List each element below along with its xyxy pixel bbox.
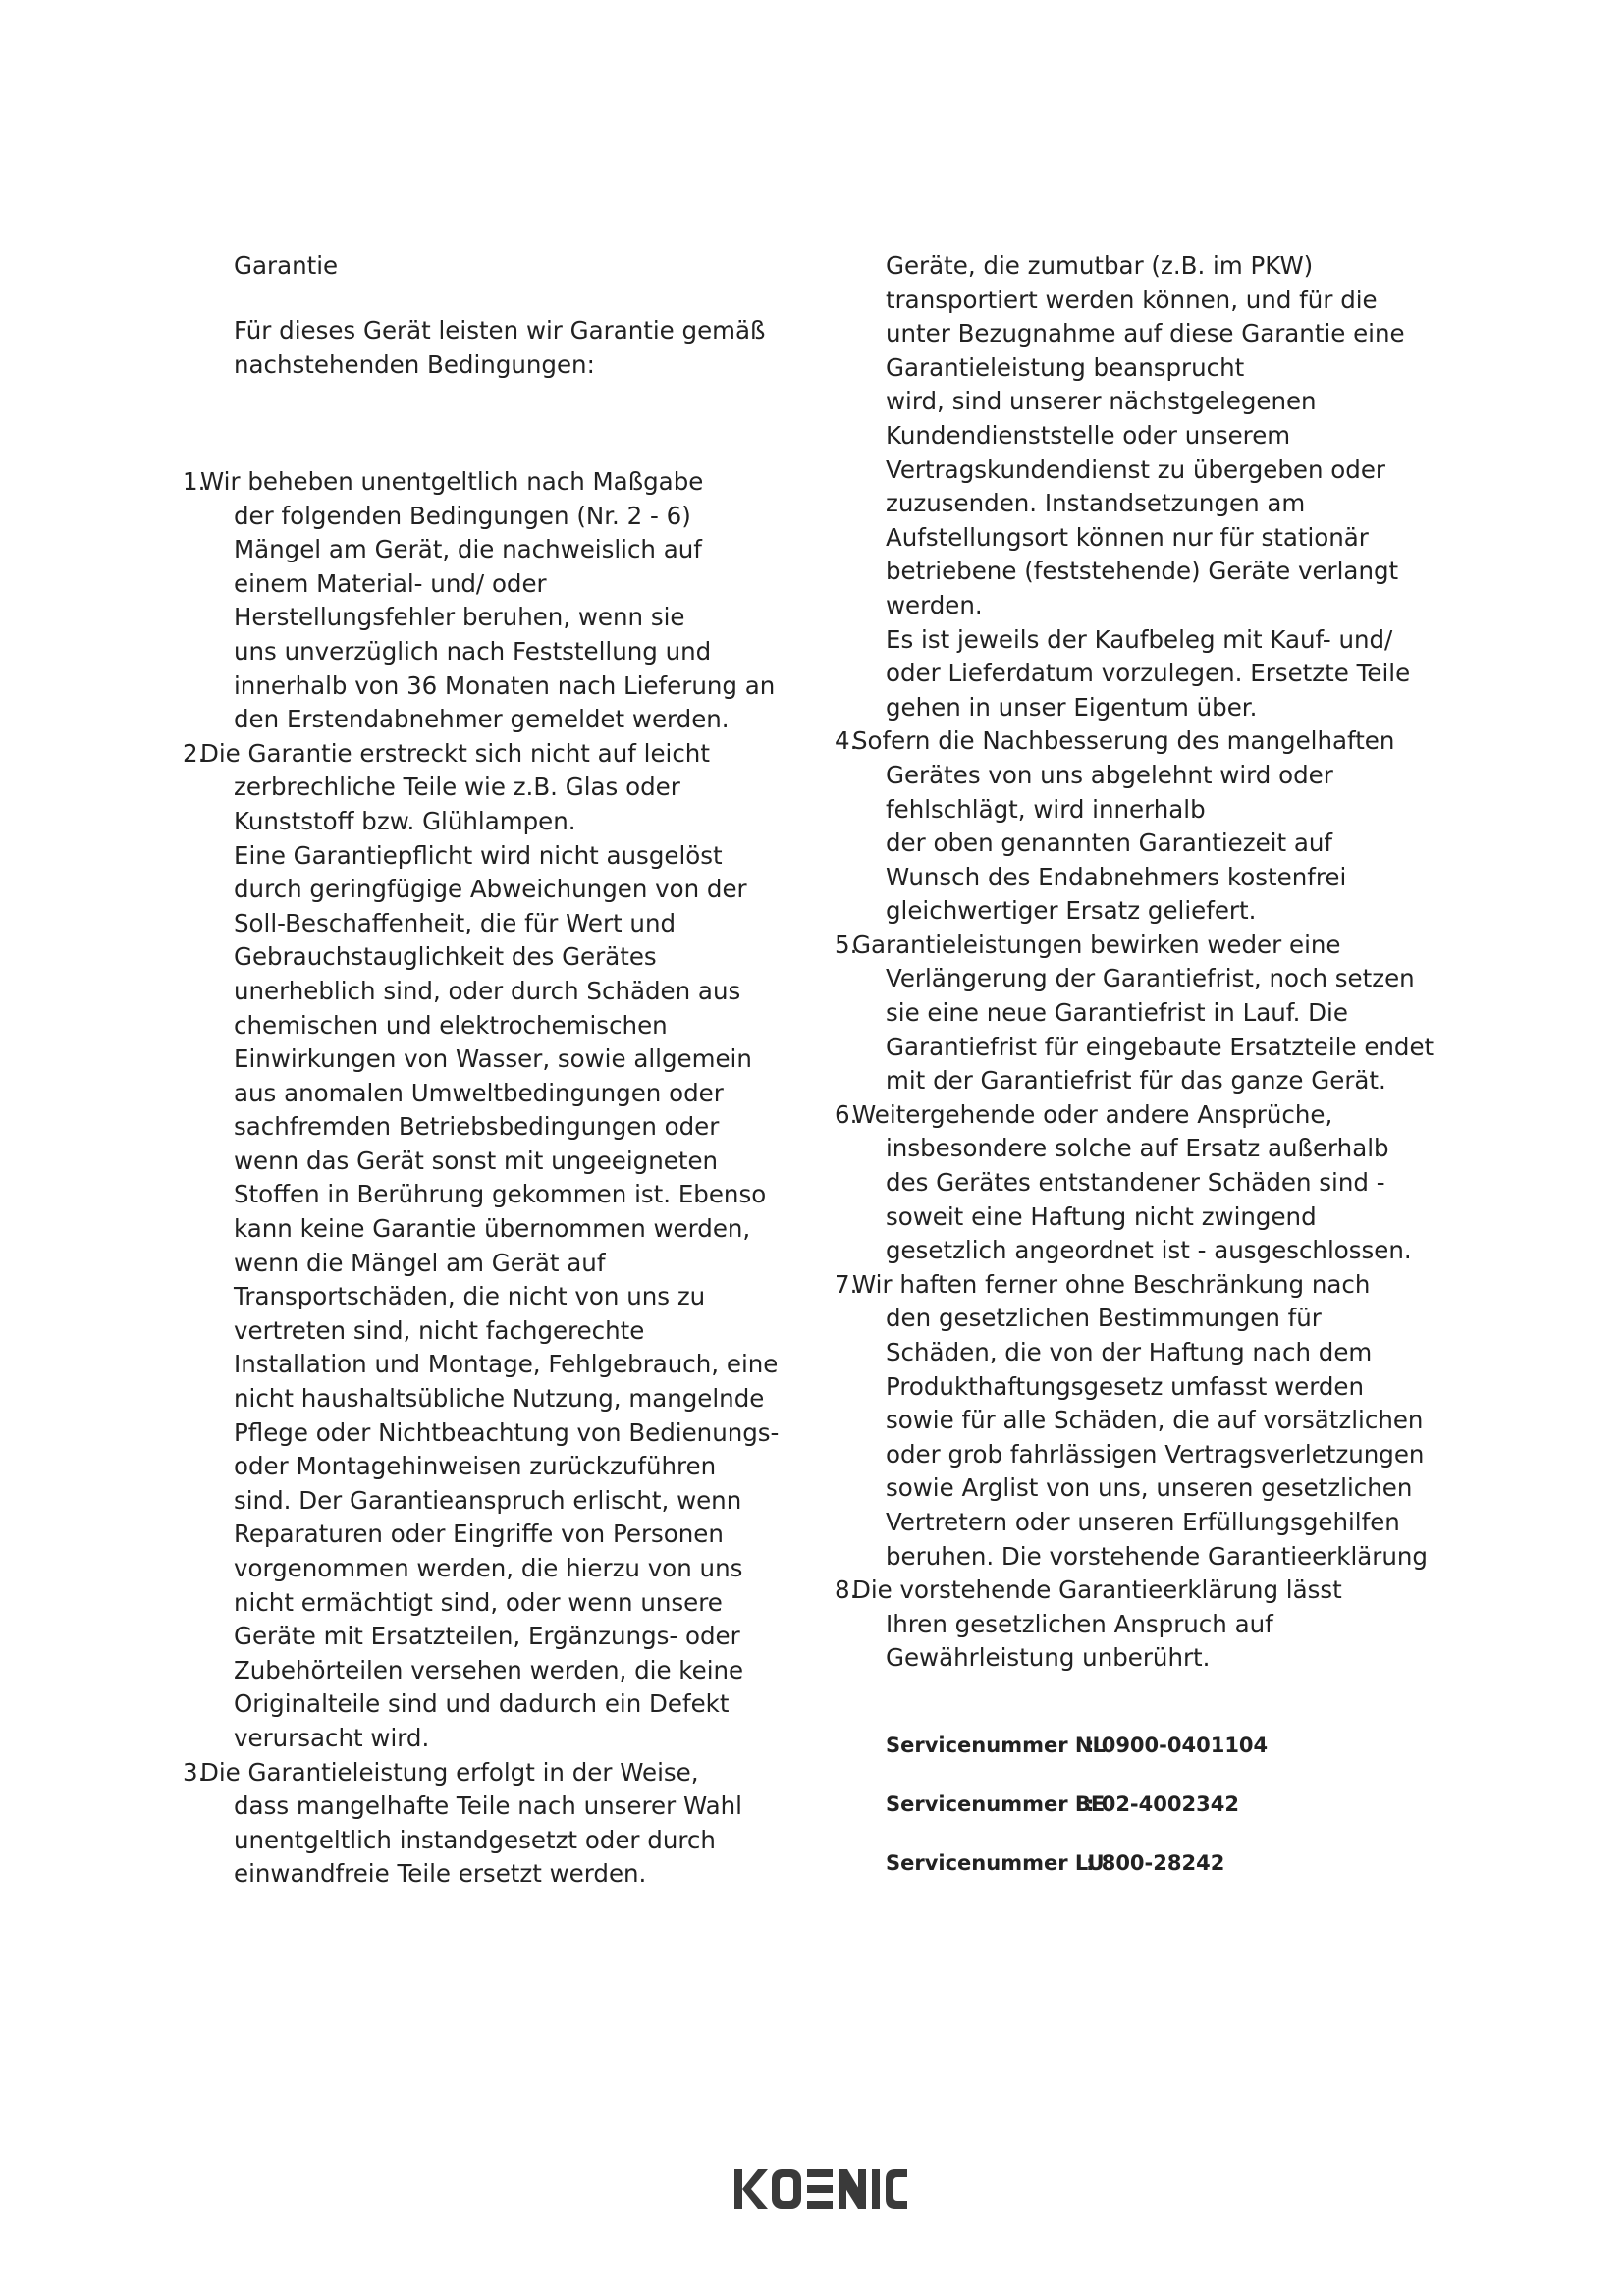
clause-item [835, 929, 1435, 1098]
clause-line: Eine Garantiepflicht wird nicht ausgelöst [234, 840, 723, 870]
clause-line: unentgeltlich instandgesetzt oder durch [234, 1825, 716, 1854]
clause-line: Verlängerung der Garantiefrist, noch setzen [886, 964, 1415, 993]
service-value: : 02-4002342 [1086, 1792, 1239, 1816]
left-clause-list [183, 465, 811, 1892]
clause-line: mit der Garantiefrist für das ganze Gerät. [886, 1066, 1386, 1095]
clause-line: Geräte mit Ersatzteilen, Ergänzungs- oder [234, 1622, 740, 1651]
clause-number: 8. [835, 1575, 858, 1605]
clause-line: wenn die Mängel am Gerät auf [234, 1248, 606, 1277]
intro-line: nachstehenden Bedingungen: [234, 349, 595, 379]
continuation-line: werden. [886, 590, 983, 619]
clause-line: zerbrechliche Teile wie z.B. Glas oder [234, 773, 680, 802]
clause-line: Kunststoff bzw. Glühlampen. [234, 806, 576, 835]
clause-line: gleichwertiger Ersatz geliefert. [886, 896, 1257, 926]
clause-line: Weitergehende oder andere Ansprüche, [852, 1099, 1333, 1129]
clause-line: Gerätes von uns abgelehnt wird oder [886, 760, 1333, 789]
clause-item [835, 1098, 1424, 1268]
clause-number: 1. [183, 467, 206, 496]
clause-line: Mängel am Gerät, die nachweislich auf [234, 535, 702, 564]
clause-line: verursacht wird. [234, 1723, 430, 1752]
clause-line: einem Material- und/ oder [234, 568, 547, 598]
clause-3-continuation [835, 249, 1424, 724]
clause-line: der folgenden Bedingungen (Nr. 2 - 6) [234, 501, 691, 530]
clause-line: insbesondere solche auf Ersatz außerhalb [886, 1134, 1389, 1163]
koenic-logo-mark [732, 2167, 909, 2211]
clause-line: Einwirkungen von Wasser, sowie allgemein [234, 1044, 752, 1074]
clause-number: 4. [835, 726, 858, 756]
clause-item [183, 737, 811, 1756]
continuation-line: gehen in unser Eigentum über. [886, 692, 1258, 721]
clause-line: Herstellungsfehler beruhen, wenn sie [234, 603, 685, 632]
service-label: Servicenummer LU [886, 1851, 1105, 1875]
continuation-line: unter Bezugnahme auf diese Garantie eine [886, 319, 1405, 348]
clause-line: beruhen. Die vorstehende Garantieerklärung [886, 1541, 1428, 1571]
clause-item [183, 1756, 811, 1892]
clause-line: nicht ermächtigt sind, oder wenn unsere [234, 1587, 723, 1617]
clause-line: Garantieleistungen bewirken weder eine [852, 930, 1341, 959]
continuation-line: wird, sind unserer nächstgelegenen [886, 387, 1317, 416]
clause-line: Die vorstehende Garantieerklärung lässt [852, 1575, 1342, 1605]
continuation-line: oder Lieferdatum vorzulegen. Ersetzte Teile [886, 659, 1411, 688]
clause-number: 2. [183, 738, 206, 768]
clause-line: Die Garantie erstreckt sich nicht auf leicht [200, 738, 710, 768]
clause-line: den gesetzlichen Bestimmungen für [886, 1304, 1322, 1333]
clause-line: vorgenommen werden, die hierzu von uns [234, 1554, 743, 1582]
clause-line: Zubehörteilen versehen werden, die keine [234, 1655, 744, 1684]
clause-line: Wir beheben unentgeltlich nach Maßgabe [200, 467, 704, 496]
clause-line: Wir haften ferner ohne Beschränkung nach [852, 1269, 1371, 1299]
clause-line: vertreten sind, nicht fachgerechte [234, 1315, 645, 1345]
continuation-line: Es ist jeweils der Kaufbeleg mit Kauf- und/ [886, 624, 1393, 654]
clause-line: Schäden, die von der Haftung nach dem [886, 1338, 1373, 1366]
right-clause-list [835, 724, 1435, 1676]
clause-item [835, 724, 1424, 929]
clause-line: kann keine Garantie übernommen werden, [234, 1214, 751, 1244]
clause-line: Wunsch des Endabnehmers kostenfrei [886, 862, 1347, 891]
continuation-line: Vertragskundendienst zu übergeben oder [886, 454, 1385, 484]
clause-line: innerhalb von 36 Monaten nach Lieferung an [234, 670, 776, 700]
right-column [835, 249, 1435, 1676]
clause-line: Transportschäden, die nicht von uns zu [234, 1282, 706, 1311]
clause-line: sind. Der Garantieanspruch erlischt, wenn [234, 1485, 742, 1515]
clause-line: oder Montagehinweisen zurückzuführen [234, 1452, 717, 1481]
intro-paragraph [234, 314, 784, 382]
clause-line: Garantiefrist für eingebaute Ersatzteile endet [886, 1032, 1435, 1061]
clause-line: Vertretern oder unseren Erfüllungsgehilfen [886, 1507, 1400, 1536]
clause-line: Gebrauchstauglichkeit des Gerätes [234, 942, 657, 972]
clause-line: oder grob fahrlässigen Vertragsverletzungen [886, 1439, 1425, 1468]
service-number-nl [886, 1734, 1377, 1757]
clause-line: Pflege oder Nichtbeachtung von Bedienungs- [234, 1417, 780, 1447]
intro-line: Für dieses Gerät leisten wir Garantie gemäß [234, 316, 766, 345]
clause-line: nicht haushaltsübliche Nutzung, mangelnde [234, 1384, 765, 1414]
clause-line: aus anomalen Umweltbedingungen oder [234, 1078, 724, 1107]
service-label: Servicenummer BE [886, 1792, 1106, 1816]
clause-number: 7. [835, 1269, 858, 1299]
clause-line: Soll-Beschaffenheit, die für Wert und [234, 908, 677, 937]
clause-line: sowie Arglist von uns, unseren gesetzlichen [886, 1473, 1413, 1503]
clause-line: einwandfreie Teile ersetzt werden. [234, 1859, 647, 1889]
clause-line: fehlschlägt, wird innerhalb [886, 794, 1206, 824]
continuation-line: zuzusenden. Instandsetzungen am [886, 489, 1306, 518]
service-value: : 0900-0401104 [1086, 1734, 1269, 1757]
clause-line: Sofern die Nachbesserung des mangelhaften [852, 726, 1395, 756]
clause-line: des Gerätes entstandener Schäden sind - [886, 1168, 1385, 1198]
clause-line: der oben genannten Garantiezeit auf [886, 828, 1333, 858]
continuation-line: Garantieleistung beansprucht [886, 352, 1245, 382]
service-value: : 800-28242 [1086, 1851, 1225, 1875]
continuation-line: betriebene (feststehende) Geräte verlangt [886, 557, 1399, 586]
clause-line: sowie für alle Schäden, die auf vorsätzlichen [886, 1406, 1424, 1435]
continuation-line: transportiert werden können, und für die [886, 285, 1378, 314]
koenic-logo [732, 2167, 909, 2211]
clause-line: chemischen und elektrochemischen [234, 1010, 668, 1040]
clause-line: sie eine neue Garantiefrist in Lauf. Die [886, 998, 1348, 1028]
clause-line: unerheblich sind, oder durch Schäden aus [234, 976, 741, 1005]
service-number-lu [886, 1851, 1377, 1875]
clause-line: den Erstendabnehmer gemeldet werden. [234, 705, 730, 734]
service-number-be [886, 1792, 1377, 1816]
clause-line: Ihren gesetzlichen Anspruch auf [886, 1609, 1273, 1638]
continuation-line: Aufstellungsort können nur für stationär [886, 522, 1369, 552]
continuation-line: Kundendienststelle oder unserem [886, 420, 1291, 450]
clause-line: Die Garantieleistung erfolgt in der Weise, [200, 1757, 699, 1787]
service-label: Servicenummer NL [886, 1734, 1106, 1757]
clause-line: uns unverzüglich nach Feststellung und [234, 636, 712, 666]
clause-line: dass mangelhafte Teile nach unserer Wahl [234, 1791, 742, 1821]
clause-line: wenn das Gerät sonst mit ungeeigneten [234, 1146, 719, 1175]
clause-number: 6. [835, 1099, 858, 1129]
clause-item [183, 465, 811, 737]
clause-line: Stoffen in Berührung gekommen ist. Ebenso [234, 1180, 767, 1209]
clause-item [835, 1268, 1428, 1574]
clause-number: 5. [835, 930, 858, 959]
continuation-line: Geräte, die zumutbar (z.B. im PKW) [886, 251, 1314, 280]
clause-number: 3. [183, 1757, 206, 1787]
clause-item [835, 1574, 1424, 1676]
clause-line: sachfremden Betriebsbedingungen oder [234, 1112, 720, 1142]
clause-line: Installation und Montage, Fehlgebrauch, eine [234, 1350, 779, 1379]
page-title: Garantie [234, 251, 339, 280]
clause-line: durch geringfügige Abweichungen von der [234, 875, 747, 904]
clause-line: gesetzlich angeordnet ist - ausgeschlossen. [886, 1236, 1412, 1265]
clause-line: Gewährleistung unberührt. [886, 1643, 1211, 1673]
clause-line: Originalteile sind und dadurch ein Defekt [234, 1689, 730, 1719]
clause-line: soweit eine Haftung nicht zwingend [886, 1201, 1317, 1231]
clause-line: Reparaturen oder Eingriffe von Personen [234, 1520, 724, 1549]
clause-line: Produkthaftungsgesetz umfasst werden [886, 1371, 1365, 1401]
